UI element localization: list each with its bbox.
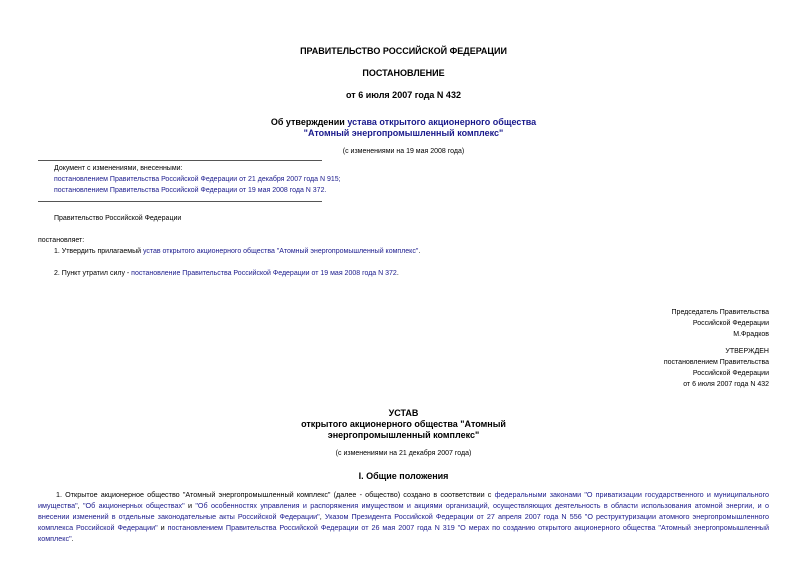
amendments-top-rule [38,160,322,161]
section-heading: I. Общие положения [358,471,449,481]
body-government: Правительство Российской Федерации [54,215,182,222]
amendments-intro: Документ с изменениями, внесенными: [54,165,183,172]
para1-link-government-decree[interactable]: постановлением Правительства Российской Федерации от 26 мая 2007 года N 319 "О мерах по созданию открытого акционерного общества "Атомный энергопромышленный комплекс" [38,523,769,543]
body-paragraph-2 [54,270,399,277]
para1-text-2: , [77,501,83,510]
para1-text-1: 1. Открытое акционерное общество "Атомный энергопромышленный комплекс" (далее - общество) создано в соответствии с [56,490,495,499]
para1-text-4: , [319,512,325,521]
para1-text-3: и [184,501,196,510]
charter-revision: (с изменениями на 21 декабря 2007 года) [335,450,472,457]
amendments-bottom-rule [38,201,322,202]
charter-paragraph-1 [38,489,769,544]
header-org: ПРАВИТЕЛЬСТВО РОССИЙСКОЙ ФЕДЕРАЦИИ [300,46,507,56]
para1-link-atomic-property-law[interactable]: "Об особенностях управления и распоряжения имуществом и акциями организаций, осуществляющих деятельность в области использования атомной энергии, и о внесении изменений в отдельные законодательные акты Российской Федерации" [38,501,770,521]
p1-text: 1. Утвердить прилагаемый [54,248,143,255]
body-decrees: постановляет: [38,237,85,244]
signature-line1: Председатель Правительства [671,309,769,316]
title-link-line2[interactable]: "Атомный энергопромышленный комплекс" [303,128,504,138]
approval-line2: постановлением Правительства [663,359,769,366]
signature-line2: Российской Федерации [692,320,769,327]
p2-text: 2. Пункт утратил силу - [54,270,132,277]
p2-end: . [396,270,399,277]
charter-title-2: открытого акционерного общества "Атомный [301,419,506,429]
body-paragraph-1 [54,248,420,255]
para1-link-joint-stock-law[interactable]: "Об акционерных обществах" [83,501,185,510]
approval-line1: УТВЕРЖДЕН [725,348,769,355]
approval-line3: Российской Федерации [692,370,769,377]
header-doc-type: ПОСТАНОВЛЕНИЕ [362,68,445,78]
signature-name: М.Фрадков [733,331,769,338]
para1-link-presidential-decree[interactable]: Указом Президента Российской Федерации от 27 апреля 2007 года N 556 "О реструктуризации атомного энергопромышленного комплекса Российской Федерации" [38,512,769,532]
p1-end: . [418,248,421,255]
approval-line4: от 6 июля 2007 года N 432 [683,381,769,388]
para1-link-privatization-law[interactable]: федеральными законами "О приватизации государственного и муниципального имущества" [38,490,770,510]
title-prefix: Об утверждении [270,117,348,127]
header-date-number: от 6 июля 2007 года N 432 [346,90,461,100]
para1-text-5: и [157,523,168,532]
charter-title-3: энергопромышленный комплекс" [327,430,480,440]
p2-decree-link[interactable]: постановление Правительства Российской Федерации от 19 мая 2008 года N 372 [131,270,397,277]
title-link-line1[interactable]: устава открытого акционерного общества [347,117,537,127]
charter-title-1: УСТАВ [388,408,419,418]
amendment-link-1[interactable]: постановлением Правительства Российской Федерации от 21 декабря 2007 года N 915; [54,176,341,183]
title-revision: (с изменениями на 19 мая 2008 года) [342,148,465,155]
title-line1 [0,117,807,127]
amendment-link-2[interactable]: постановлением Правительства Российской Федерации от 19 мая 2008 года N 372. [54,187,327,194]
para1-text-6: . [71,534,74,543]
p1-charter-link[interactable]: устав открытого акционерного общества "Атомный энергопромышленный комплекс" [142,248,419,255]
